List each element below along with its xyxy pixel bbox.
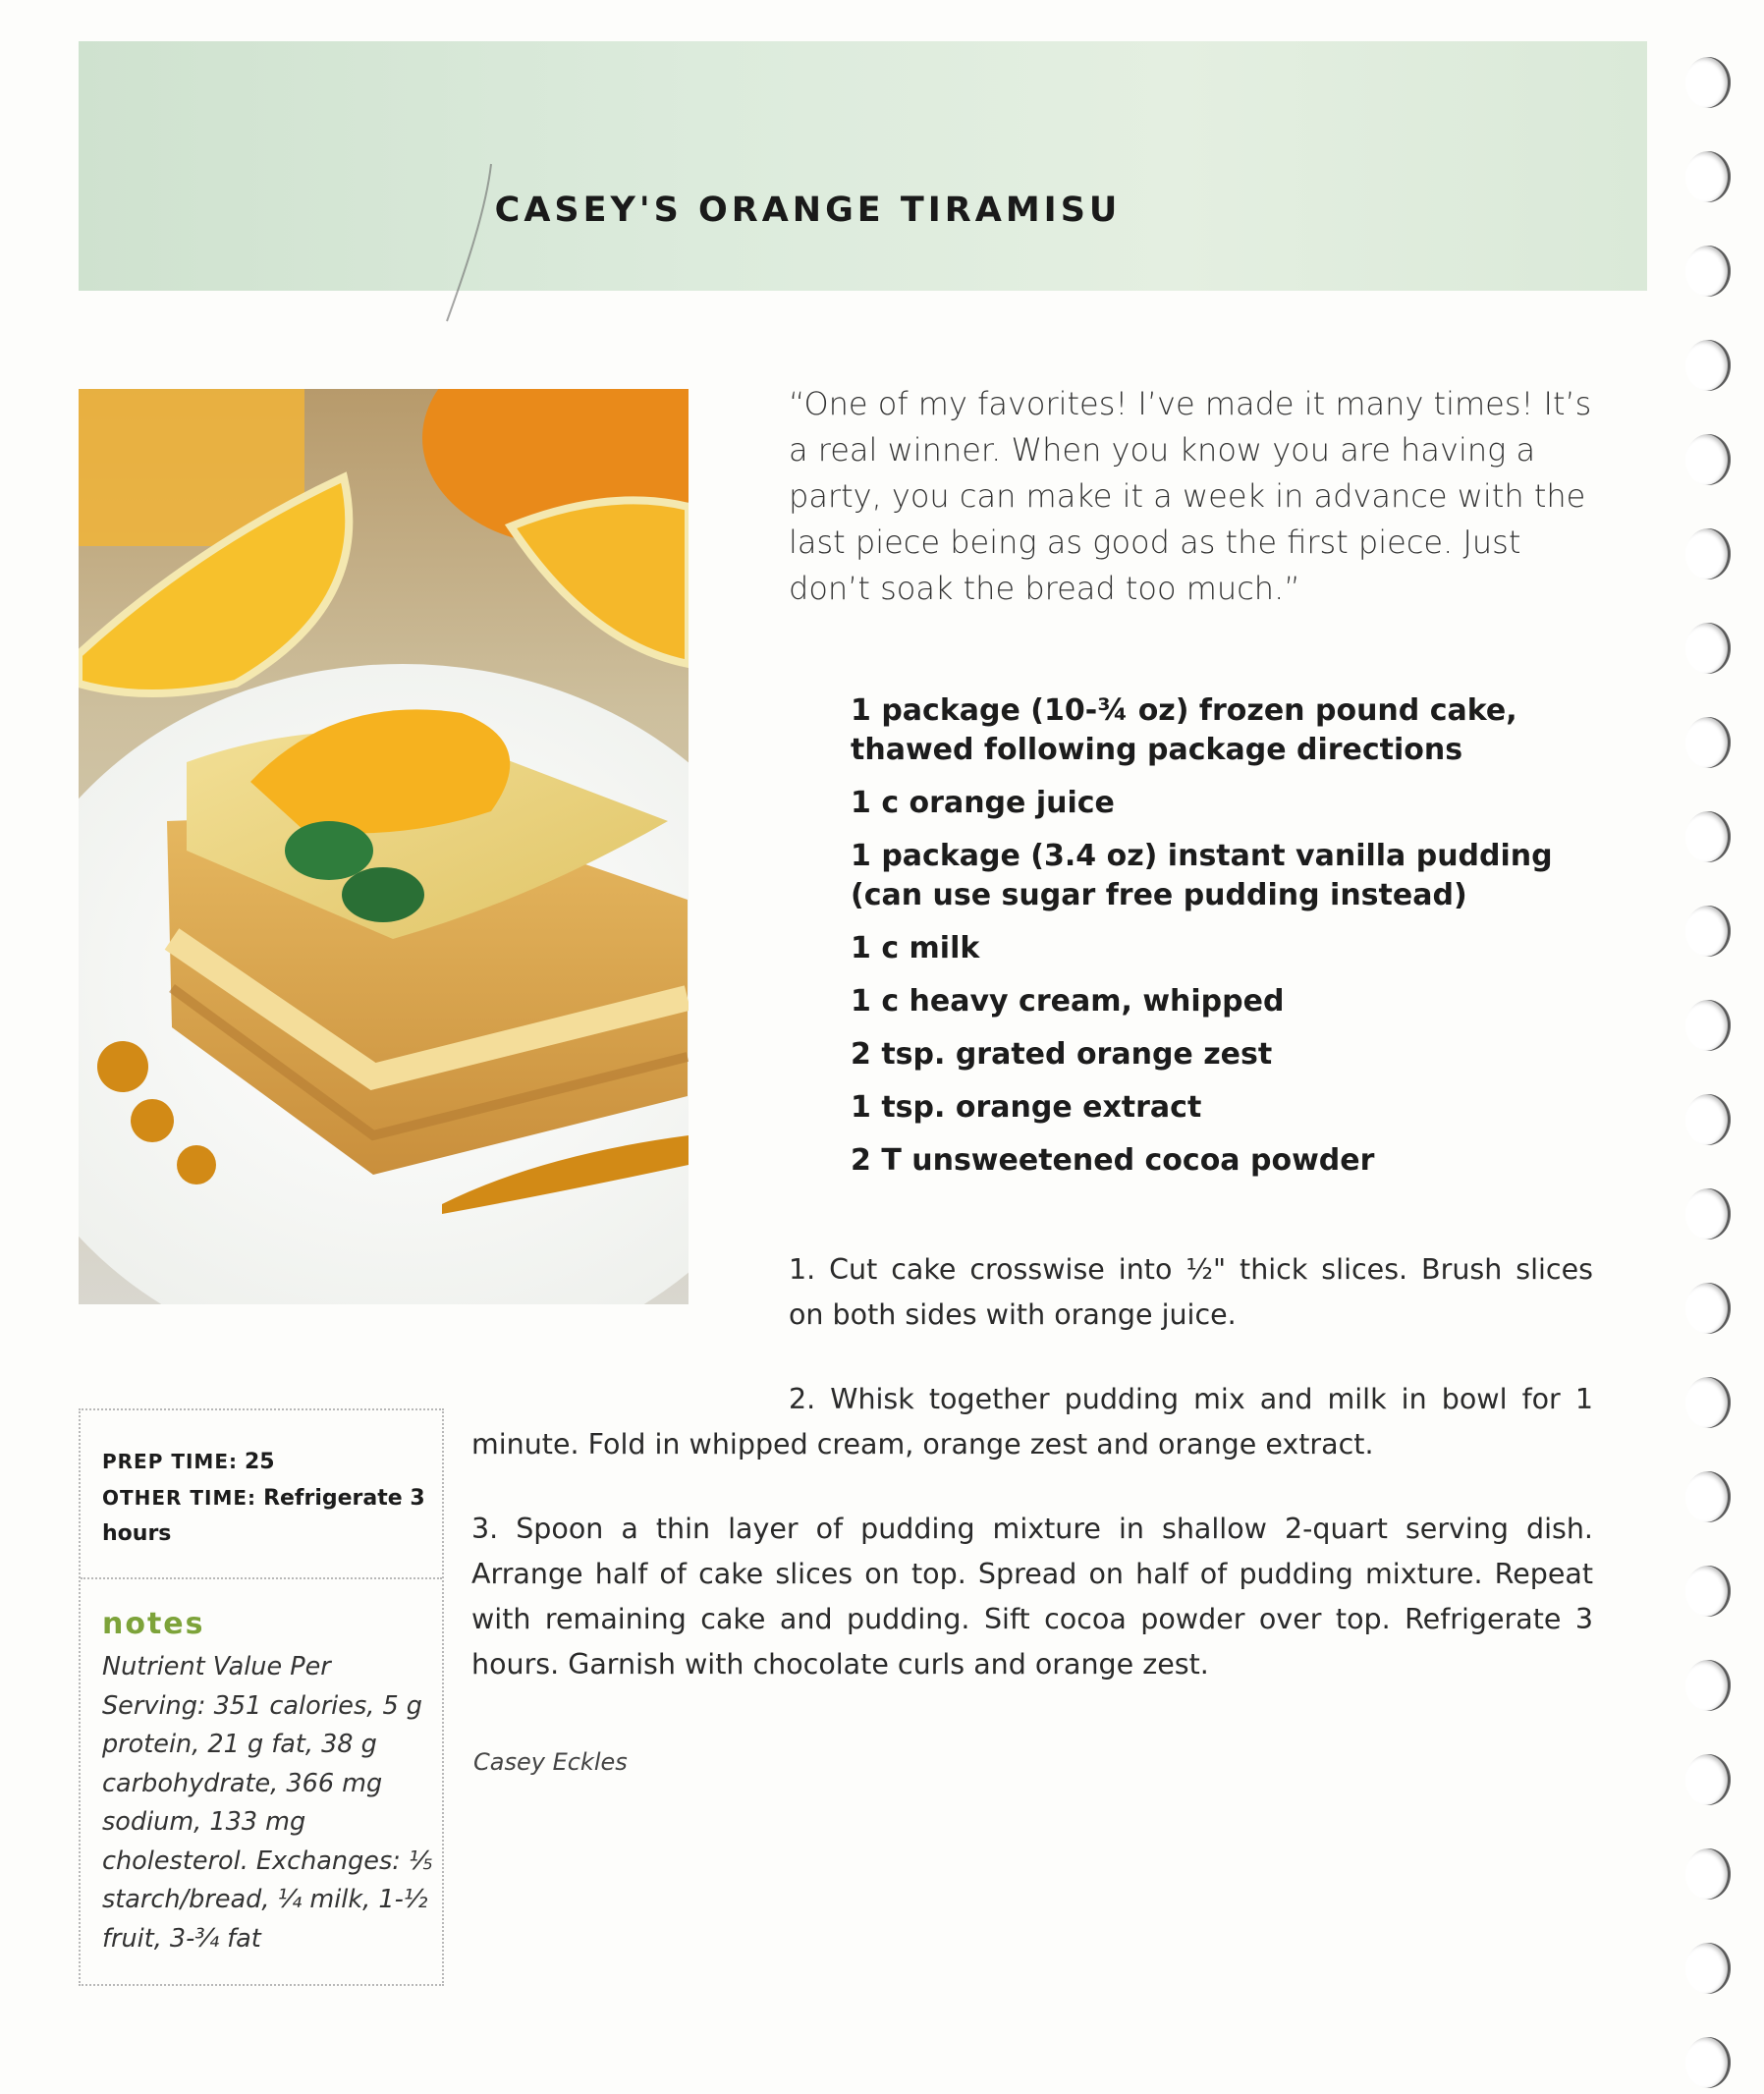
binding-hole — [1685, 623, 1731, 674]
directions — [471, 1247, 1593, 1687]
binding-hole — [1685, 717, 1731, 768]
binding-hole — [1685, 1377, 1731, 1428]
binding-hole — [1685, 151, 1731, 202]
time-info — [102, 1444, 436, 1552]
ingredient-item: 1 c orange juice — [851, 786, 1115, 820]
prep-time-row — [102, 1444, 436, 1480]
title-banner — [79, 41, 1647, 291]
binding-hole — [1685, 1094, 1731, 1145]
recipe-author: Casey Eckles — [473, 1748, 628, 1776]
notes-heading: notes — [102, 1607, 205, 1641]
binding-hole — [1685, 57, 1731, 108]
binding-hole — [1685, 906, 1731, 957]
binding-hole — [1685, 1566, 1731, 1617]
other-time-label: OTHER TIME: — [102, 1486, 257, 1510]
binding-hole — [1685, 1000, 1731, 1051]
ingredient-item: 1 package (10-¾ oz) frozen pound cake, thawed following package directions — [851, 693, 1517, 767]
spiral-binding — [1685, 0, 1764, 2094]
ingredient-item: 2 T unsweetened cocoa powder — [851, 1143, 1375, 1178]
direction-step-1: 1. Cut cake crosswise into ½" thick slices. Brush slices on both sides with orange juice. — [789, 1253, 1593, 1331]
tiramisu-photo — [79, 389, 689, 1304]
recipe-title: CASEY'S ORANGE TIRAMISU — [494, 191, 1122, 230]
ingredient-item: 1 package (3.4 oz) instant vanilla pudding (can use sugar free pudding instead) — [851, 839, 1553, 912]
binding-hole — [1685, 1283, 1731, 1334]
ingredient-list — [851, 691, 1617, 1194]
binding-hole — [1685, 528, 1731, 579]
binding-hole — [1685, 1754, 1731, 1805]
ingredient-item: 1 c milk — [851, 931, 980, 965]
ingredient-item: 2 tsp. grated orange zest — [851, 1037, 1273, 1072]
notes-text: Nutrient Value Per Serving: 351 calories, 5 g protein, 21 g fat, 38 g carbohydrate, 366 mg sodium, 133 mg cholesterol. Exchanges: ⅕ starch/bread, ¼ milk, 1-½ fruit, 3-¾ fat — [102, 1652, 433, 1954]
sidebox-divider — [81, 1577, 442, 1579]
ingredient-item: 1 tsp. orange extract — [851, 1090, 1202, 1125]
binding-hole — [1685, 1943, 1731, 1994]
binding-hole — [1685, 1848, 1731, 1900]
other-time-value: Refrigerate 3 hours — [102, 1486, 425, 1546]
binding-hole — [1685, 811, 1731, 862]
binding-hole — [1685, 2037, 1731, 2088]
recipe-quote: “One of my favorites! I’ve made it many times! It’s a real winner. When you know you are having a party, you can make it a week in advance with the last piece being as good as the first piece. Just don’t soak the bread too much.” — [789, 385, 1592, 607]
binding-hole — [1685, 1471, 1731, 1522]
binding-hole — [1685, 1660, 1731, 1711]
binding-hole — [1685, 246, 1731, 297]
pen-stroke-mark — [432, 159, 511, 326]
direction-step-3: 3. Spoon a thin layer of pudding mixture in shallow 2-quart serving dish. Arrange half of cake slices on top. Spread on half of pudding mixture. Repeat with remaining cake and pudding. Sift cocoa powder over top. Refrigerate 3 hours. Garnish with chocolate curls and orange zest. — [471, 1513, 1593, 1681]
binding-hole — [1685, 340, 1731, 391]
ingredient-item: 1 c heavy cream, whipped — [851, 984, 1285, 1019]
other-time-row — [102, 1480, 436, 1552]
prep-time-value: 25 — [245, 1450, 275, 1474]
prep-time-label: PREP TIME: — [102, 1450, 238, 1473]
binding-hole — [1685, 1188, 1731, 1240]
binding-hole — [1685, 434, 1731, 485]
direction-step-2: 2. Whisk together pudding mix and milk in bowl for 1 minute. Fold in whipped cream, orange zest and orange extract. — [471, 1383, 1593, 1460]
info-sidebox — [79, 1408, 444, 1986]
